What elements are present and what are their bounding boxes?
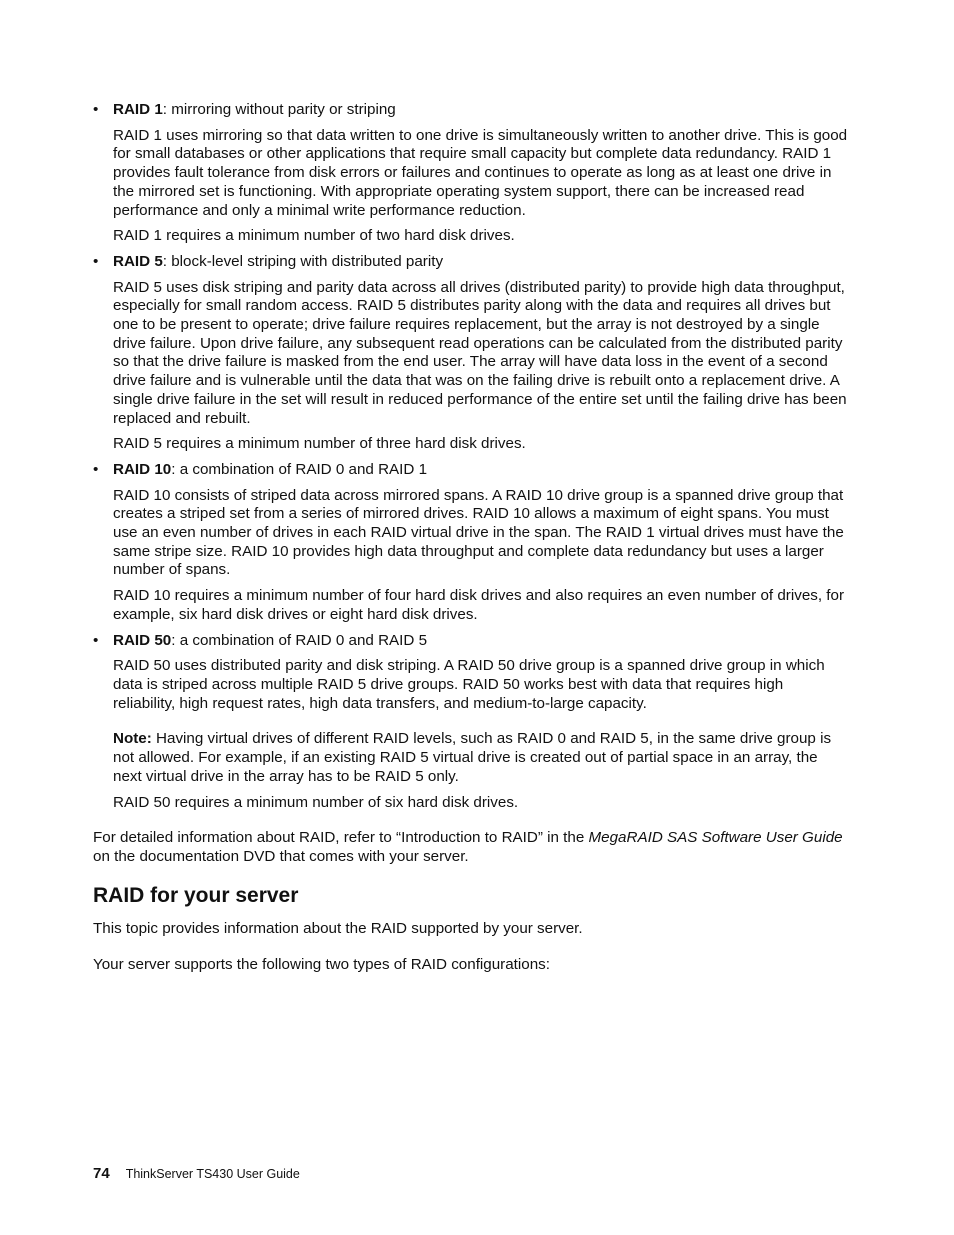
raid-description: RAID 1 uses mirroring so that data written to one drive is simultaneously written to another drive. This is good for small databases or other applications that require small capacity but complete data redundancy. RAID 1 provides fault tolerance from disk errors or failures and continues to operate as long as at least one drive in the mirrored set is functioning. With appropriate operating system support, there can be increased read performance and only a minimal write performance reduction. bbox=[113, 126, 848, 219]
raid-requirement: RAID 1 requires a minimum number of two hard disk drives. bbox=[113, 227, 515, 245]
note-text: Having virtual drives of different RAID levels, such as RAID 0 and RAID 5, in the same drive group is not allowed. For example, if an existing RAID 5 virtual drive is created out of partial space in an array, the next virtual drive in the array has to be RAID 5 only. bbox=[113, 730, 832, 785]
reference-paragraph bbox=[93, 829, 848, 866]
raid-summary: : a combination of RAID 0 and RAID 5 bbox=[171, 631, 428, 649]
reference-text-after: on the documentation DVD that comes with your server. bbox=[93, 847, 469, 865]
list-item-heading bbox=[113, 632, 848, 651]
raid-requirement: RAID 5 requires a minimum number of three hard disk drives. bbox=[113, 435, 526, 453]
section-lead: Your server supports the following two types of RAID configurations: bbox=[93, 956, 550, 974]
list-item-heading bbox=[113, 253, 848, 272]
note-paragraph bbox=[113, 730, 848, 786]
reference-text-before: For detailed information about RAID, refer to “Introduction to RAID” in the bbox=[93, 829, 589, 847]
raid-term: RAID 10 bbox=[113, 460, 172, 478]
list-item-heading bbox=[113, 461, 848, 480]
raid-summary: : mirroring without parity or striping bbox=[162, 101, 396, 118]
list-item-raid-5 bbox=[93, 253, 848, 454]
raid-summary: : block-level striping with distributed parity bbox=[162, 252, 444, 270]
reference-book-title: MegaRAID SAS Software User Guide bbox=[588, 829, 843, 847]
list-item-heading bbox=[113, 101, 848, 120]
raid-term: RAID 1 bbox=[113, 101, 163, 118]
list-item-raid-10 bbox=[93, 461, 848, 625]
raid-term: RAID 50 bbox=[113, 631, 172, 649]
raid-summary: : a combination of RAID 0 and RAID 1 bbox=[171, 460, 428, 478]
page-content bbox=[93, 101, 848, 975]
footer-doc-title: ThinkServer TS430 User Guide bbox=[125, 1167, 300, 1181]
section-intro: This topic provides information about the RAID supported by your server. bbox=[93, 919, 583, 937]
raid-requirement: RAID 50 requires a minimum number of six hard disk drives. bbox=[113, 793, 519, 811]
raid-description: RAID 5 uses disk striping and parity data across all drives (distributed parity) to provide high data throughput, especially for small random access. RAID 5 distributes parity along with the data and requires all drives but one to be present to operate; drive failure requires replacement, but the array is not destroyed by a single drive failure. Upon drive failure, any subsequent read operations can be calculated from the distributed parity so that the drive failure is masked from the end user. The array will have data loss in the event of a second drive failure and is vulnerable until the data that was on the failing drive is rebuilt onto a replacement drive. A single drive failure in the set will result in reduced performance of the entire set until the failing drive has been replaced and rebuilt. bbox=[113, 278, 847, 427]
list-item-raid-1 bbox=[93, 101, 848, 246]
section-heading: RAID for your server bbox=[93, 883, 299, 907]
bullet-icon: • bbox=[93, 460, 99, 478]
raid-term: RAID 5 bbox=[113, 252, 163, 270]
page-footer bbox=[93, 1166, 300, 1182]
bullet-icon: • bbox=[93, 252, 99, 270]
raid-requirement: RAID 10 requires a minimum number of four hard disk drives and also requires an even number of drives, for example, six hard disk drives or eight hard disk drives. bbox=[113, 587, 845, 623]
raid-description: RAID 50 uses distributed parity and disk striping. A RAID 50 drive group is a spanned drive group in which data is striped across multiple RAID 5 drive groups. RAID 50 works best with data that requires high reliability, high request rates, high data transfers, and medium-to-large capacity. bbox=[113, 657, 825, 712]
bullet-icon: • bbox=[93, 631, 99, 649]
raid-description: RAID 10 consists of striped data across mirrored spans. A RAID 10 drive group is a spanned drive group that creates a striped set from a series of mirrored drives. RAID 10 allows a maximum of eight spans. You must use an even number of drives in each RAID virtual drive in the span. The RAID 1 virtual drives must have the same stripe size. RAID 10 provides high data throughput and complete data redundancy but uses a larger number of spans. bbox=[113, 486, 844, 579]
bullet-icon: • bbox=[93, 101, 99, 118]
note-label: Note: bbox=[113, 730, 152, 748]
list-item-raid-50 bbox=[93, 632, 848, 813]
page-number: 74 bbox=[93, 1165, 110, 1182]
